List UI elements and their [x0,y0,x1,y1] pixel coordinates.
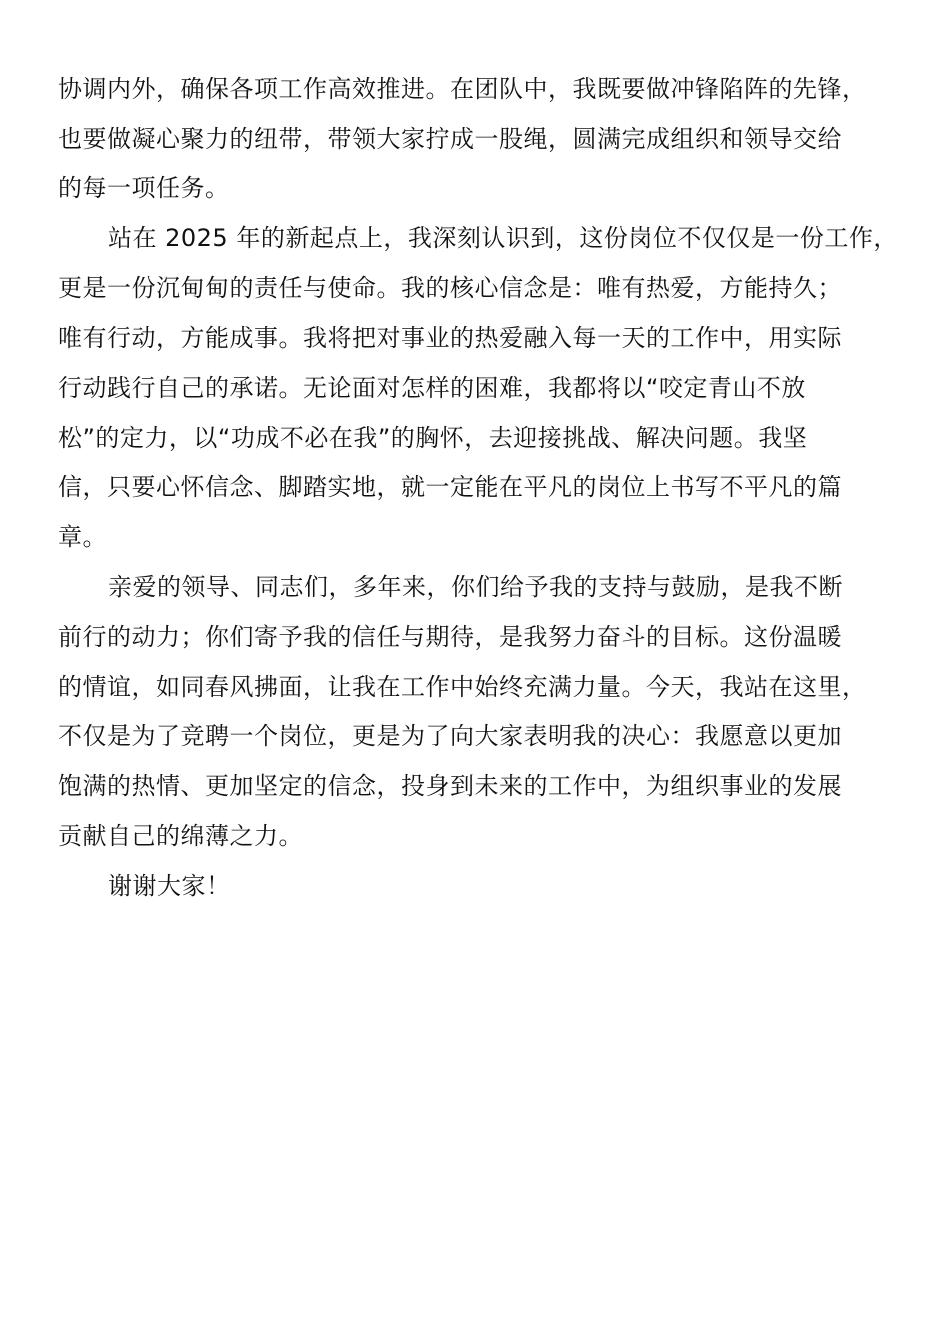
text-line: 唯有行动，方能成事。我将把对事业的热爱融入每一天的工作中，用实际 [58,324,842,352]
text-line: 的每一项任务。 [58,174,230,202]
text-line: 贡献自己的绵薄之力。 [58,822,303,850]
text-line: 行动践行自己的承诺。无论面对怎样的困难，我都将以“咬定青山不放 [58,374,806,402]
text-line: 松”的定力，以“功成不必在我”的胸怀，去迎接挑战、解决问题。我坚 [58,424,808,452]
text-line: 章。 [58,523,107,551]
text-line: 饱满的热情、更加坚定的信念，投身到未来的工作中，为组织事业的发展 [58,772,842,800]
closing-line: 谢谢大家！ [108,872,231,900]
paragraph-first-line: 亲爱的领导、同志们，多年来，你们给予我的支持与鼓励，是我不断 [108,573,843,601]
text-line: 前行的动力；你们寄予我的信任与期待，是我努力奋斗的目标。这份温暖 [58,623,842,651]
text-line: 不仅是为了竞聘一个岗位，更是为了向大家表明我的决心：我愿意以更加 [58,722,842,750]
text-line: 的情谊，如同春风拂面，让我在工作中始终充满力量。今天，我站在这里， [58,673,867,701]
text-line: 协调内外，确保各项工作高效推进。在团队中，我既要做冲锋陷阵的先锋， [58,75,867,103]
text-line: 更是一份沉甸甸的责任与使命。我的核心信念是：唯有热爱，方能持久； [58,274,842,302]
text-line: 也要做凝心聚力的纽带，带领大家拧成一股绳，圆满完成组织和领导交给 [58,125,842,153]
paragraph-first-line: 站在 2025 年的新起点上，我深刻认识到，这份岗位不仅仅是一份工作， [108,224,898,252]
text-line: 信，只要心怀信念、脚踏实地，就一定能在平凡的岗位上书写不平凡的篇 [58,473,842,501]
